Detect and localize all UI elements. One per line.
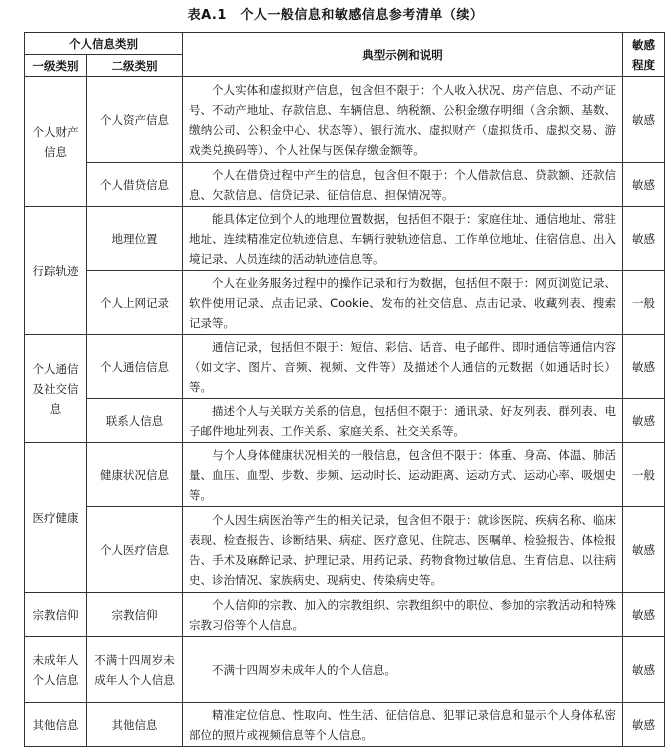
level2-category: 地理位置 — [87, 207, 183, 271]
table-row — [25, 207, 665, 271]
table-title: 表A.1 个人一般信息和敏感信息参考清单（续） — [187, 8, 484, 23]
example-description: 通信记录，包括但不限于：短信、彩信、话音、电子邮件、即时通信等通信内容（如文字、图片、音频、视频、文件等）及描述个人通信的元数据（如通话时长）等。 — [183, 335, 623, 399]
table-row — [25, 637, 665, 703]
level1-category: 医疗健康 — [25, 443, 87, 593]
level2-category: 健康状况信息 — [87, 443, 183, 507]
sensitivity-level: 敏感 — [623, 703, 665, 747]
sensitivity-level: 一般 — [623, 443, 665, 507]
header-category: 个人信息类别 — [25, 33, 183, 55]
example-description: 个人因生病医治等产生的相关记录，包含但不限于：就诊医院、疾病名称、临床表现、检查报告、诊断结果、病症、医疗意见、住院志、医嘱单、检验报告、体检报告、手术及麻醉记录、护理记录、用药记录、药物食物过敏信息、生育信息、以往病史、诊治情况、家族病史、现病史、传染病史等。 — [183, 507, 623, 593]
sensitivity-level: 敏感 — [623, 163, 665, 207]
level2-category: 个人医疗信息 — [87, 507, 183, 593]
table-row — [25, 77, 665, 163]
level2-category: 个人通信信息 — [87, 335, 183, 399]
header-examples: 典型示例和说明 — [183, 33, 623, 77]
example-description: 能具体定位到个人的地理位置数据，包括但不限于：家庭住址、通信地址、常驻地址、连续精准定位轨迹信息、车辆行驶轨迹信息、工作单位地址、住宿信息、出入境记录、人员连续的活动轨迹信息等。 — [183, 207, 623, 271]
example-description: 个人实体和虚拟财产信息，包含但不限于：个人收入状况、房产信息、不动产证号、不动产地址、存款信息、车辆信息、纳税额、公积金缴存明细（含余额、基数、缴纳公司、公积金中心、状态等）、银行流水、虚拟财产（虚拟货币、虚拟交易、游戏类兑换码等）、个人社保与医保存缴金额等。 — [183, 77, 623, 163]
sensitivity-level: 敏感 — [623, 335, 665, 399]
table-row — [25, 703, 665, 747]
example-description: 个人在借贷过程中产生的信息，包含但不限于：个人借款信息、贷款额、还款信息、欠款信息、信贷记录、征信信息、担保情况等。 — [183, 163, 623, 207]
level2-category: 联系人信息 — [87, 399, 183, 443]
level2-category: 个人上网记录 — [87, 271, 183, 335]
sensitivity-level: 敏感 — [623, 399, 665, 443]
header-sensitivity: 敏感程度 — [623, 33, 665, 77]
sensitivity-level: 敏感 — [623, 77, 665, 163]
example-description: 精准定位信息、性取向、性生活、征信信息、犯罪记录信息和显示个人身体私密部位的照片或视频信息等个人信息。 — [183, 703, 623, 747]
table-row — [25, 507, 665, 593]
level1-category: 个人财产信息 — [25, 77, 87, 207]
example-description: 不满十四周岁未成年人的个人信息。 — [183, 637, 623, 703]
level2-category: 宗教信仰 — [87, 593, 183, 637]
level1-category: 未成年人个人信息 — [25, 637, 87, 703]
sensitivity-level: 敏感 — [623, 593, 665, 637]
table-row — [25, 443, 665, 507]
example-description: 个人在业务服务过程中的操作记录和行为数据，包括但不限于：网页浏览记录、软件使用记录、点击记录、Cookie、发布的社交信息、点击记录、收藏列表、搜索记录等。 — [183, 271, 623, 335]
level2-category: 个人借贷信息 — [87, 163, 183, 207]
example-description: 个人信仰的宗教、加入的宗教组织、宗教组织中的职位、参加的宗教活动和特殊宗教习俗等个人信息。 — [183, 593, 623, 637]
table-row — [25, 399, 665, 443]
level1-category: 个人通信及社交信息 — [25, 335, 87, 443]
sensitivity-level: 一般 — [623, 271, 665, 335]
table-row — [25, 335, 665, 399]
level2-category: 其他信息 — [87, 703, 183, 747]
table-row — [25, 593, 665, 637]
sensitivity-level: 敏感 — [623, 207, 665, 271]
example-description: 描述个人与关联方关系的信息，包括但不限于：通讯录、好友列表、群列表、电子邮件地址列表、工作关系、家庭关系、社交关系等。 — [183, 399, 623, 443]
sensitive-info-table — [24, 32, 665, 747]
example-description: 与个人身体健康状况相关的一般信息，包含但不限于：体重、身高、体温、肺活量、血压、血型、步数、步频、运动时长、运动距离、运动方式、运动心率、吸烟史等。 — [183, 443, 623, 507]
level2-category: 不满十四周岁未成年人个人信息 — [87, 637, 183, 703]
level1-category: 宗教信仰 — [25, 593, 87, 637]
level1-category: 其他信息 — [25, 703, 87, 747]
table-row — [25, 163, 665, 207]
level1-category: 行踪轨迹 — [25, 207, 87, 335]
header-level1: 一级类别 — [25, 55, 87, 77]
level2-category: 个人资产信息 — [87, 77, 183, 163]
header-level2: 二级类别 — [87, 55, 183, 77]
sensitivity-level: 敏感 — [623, 637, 665, 703]
table-row — [25, 271, 665, 335]
sensitivity-level: 敏感 — [623, 507, 665, 593]
